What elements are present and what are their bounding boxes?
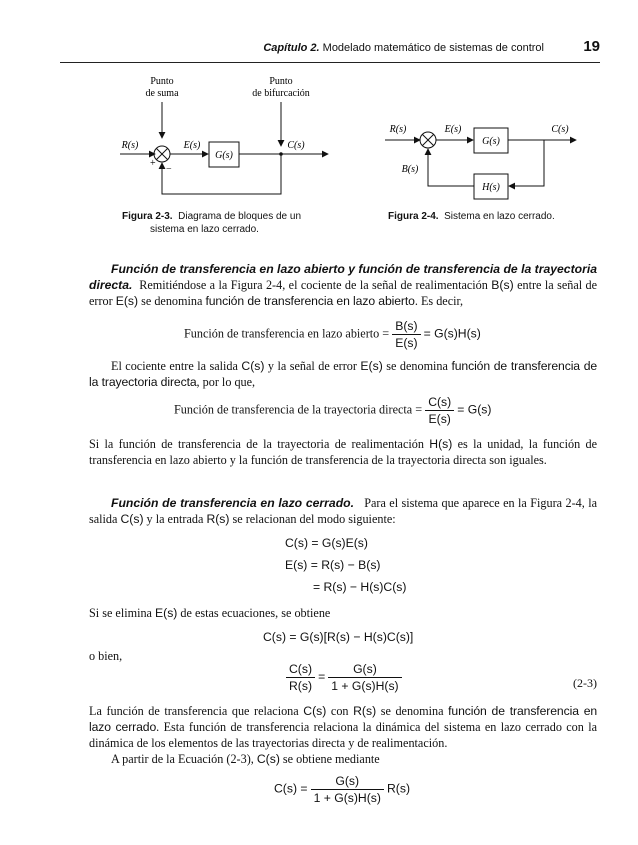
equation-output [274, 774, 410, 805]
text-span: Para el sistema que aparece en la Figura 2-4, la salida [89, 496, 598, 526]
numerator: G(s) [311, 774, 384, 790]
paragraph-from-equation [89, 751, 597, 767]
math-b: B(s) [491, 278, 514, 292]
defined-term: función de transferencia en lazo abierto [205, 294, 415, 308]
equals: = [318, 669, 326, 684]
figure-2-4-caption [388, 210, 588, 223]
math-c: C(s) [120, 512, 144, 526]
text-span: es la unidad, la función de transferencia en lazo abierto y la función de transferencia de la trayectoria directa son iguales. [89, 437, 598, 467]
math-c: C(s) [303, 704, 327, 718]
text-span: El cociente entre la salida [111, 359, 238, 373]
text-span: se denomina [380, 704, 444, 718]
figure-2-4-caption-label: Figura 2-4. [388, 211, 439, 222]
text-span: entre la señal de error [89, 278, 598, 308]
figure-2-4-diagram [380, 118, 580, 206]
chapter-title: Modelado matemático de sistemas de control [322, 42, 544, 54]
plus-sign: + [150, 158, 156, 169]
minus-sign: − [166, 164, 172, 175]
equation-e-cont: = R(s) − H(s)C(s) [313, 580, 407, 594]
fraction [328, 662, 401, 693]
paragraph-forward-path [89, 358, 597, 390]
branch-point-label-2: de bifurcación [252, 88, 310, 99]
g-block-label: G(s) [215, 150, 233, 161]
text-span: . Esta función de transferencia relaciona la dinámica del sistema en lazo cerrado con la dinámica de los elementos de las trayectorias directa y de realimentación. [89, 720, 597, 750]
fraction [311, 774, 384, 805]
figure-2-3-caption-label: Figura 2-3. [122, 211, 173, 222]
denominator: E(s) [428, 412, 451, 426]
text-span: Si la función de transferencia de la trayectoria de realimentación [89, 437, 424, 451]
output-signal-label: C(s) [287, 140, 305, 151]
paragraph-open-loop [89, 261, 597, 309]
numerator: B(s) [392, 319, 420, 335]
math-e: E(s) [360, 359, 383, 373]
eq-right: = G(s)H(s) [423, 326, 481, 341]
paragraph-eliminate [89, 605, 597, 621]
error-signal-label: E(s) [183, 140, 201, 151]
text-span: se obtiene mediante [282, 752, 380, 766]
fraction [286, 662, 315, 693]
eq-right: = G(s) [457, 402, 492, 417]
page-number: 19 [583, 38, 600, 55]
summing-point-label-1: Punto [150, 76, 174, 87]
equation-substituted: C(s) = G(s)[R(s) − H(s)C(s)] [263, 630, 414, 644]
math-e: E(s) [115, 294, 139, 308]
equation-e: E(s) = R(s) − B(s) [285, 558, 381, 572]
figure-2-3-caption-line2: sistema en lazo cerrado. [150, 224, 259, 235]
text-span: Remitiéndose a la Figura 2-4, el cociente de la señal de realimentación [139, 278, 488, 292]
chapter-label: Capítulo 2. [263, 42, 320, 54]
equation-2-3 [286, 662, 402, 693]
numerator: C(s) [425, 395, 454, 411]
feedback-to-sum [428, 149, 474, 186]
math-c: C(s) [256, 752, 280, 766]
g-block-label: G(s) [482, 136, 500, 147]
feedback-to-h [509, 140, 544, 186]
eq-left: C(s) = [274, 781, 308, 796]
error-signal-label: E(s) [444, 124, 462, 135]
paragraph-closed-loop-def [89, 703, 597, 751]
numerator: C(s) [286, 662, 315, 678]
equation-forward-path [174, 395, 491, 426]
denominator: R(s) [289, 679, 313, 693]
text-span: y la entrada [146, 512, 204, 526]
paragraph-closed-loop [89, 495, 597, 527]
text-span: se denomina [141, 294, 203, 308]
page-header [60, 38, 600, 62]
eq-left: Función de transferencia de la trayectoria directa = [174, 402, 423, 417]
branch-point-label-1: Punto [269, 76, 293, 87]
fraction [392, 319, 420, 350]
equation-c: C(s) = G(s)E(s) [285, 536, 368, 550]
text-span: se denomina [386, 359, 448, 373]
figure-2-4-caption-text: Sistema en lazo cerrado. [444, 211, 555, 222]
figure-2-3-caption [122, 210, 342, 236]
text-span: y la señal de error [267, 359, 357, 373]
header-rule [60, 62, 600, 63]
running-head [263, 42, 544, 54]
section-heading-open-loop: Función de transferencia en lazo abierto y función de transferencia de la trayectoria directa. [89, 262, 597, 292]
text-span: o bien, [89, 649, 123, 663]
math-r: R(s) [353, 704, 377, 718]
section-heading-closed-loop: Función de transferencia en lazo cerrado. [111, 496, 354, 510]
figure-2-3-diagram [100, 72, 340, 202]
math-r: R(s) [206, 512, 230, 526]
eq-right: R(s) [386, 781, 410, 796]
numerator: G(s) [328, 662, 401, 678]
denominator: 1 + G(s)H(s) [331, 679, 399, 693]
summing-point-label-2: de suma [145, 88, 179, 99]
text-span: Si se elimina [89, 606, 152, 620]
text-span: con [330, 704, 349, 718]
defined-term: función de transferencia en lazo cerrado [89, 704, 598, 734]
equation-open-loop [184, 319, 481, 350]
math-h: H(s) [429, 437, 453, 451]
input-signal-label: R(s) [389, 124, 407, 135]
denominator: 1 + G(s)H(s) [313, 791, 381, 805]
figure-2-3-caption-line1: Diagrama de bloques de un [178, 211, 302, 222]
text-span: se relacionan del modo siguiente: [232, 512, 396, 526]
text-span: A partir de la Ecuación (2-3), [111, 752, 254, 766]
output-signal-label: C(s) [551, 124, 569, 135]
eq-left: Función de transferencia en lazo abierto = [184, 326, 390, 341]
equation-number: (2-3) [573, 676, 597, 690]
defined-term: función de transferencia de la trayectoria directa [89, 359, 598, 389]
feedback-signal-label: B(s) [401, 164, 419, 175]
math-c: C(s) [241, 359, 265, 373]
denominator: E(s) [395, 336, 418, 350]
math-e: E(s) [155, 606, 178, 620]
text-span: La función de transferencia que relaciona [89, 704, 299, 718]
paragraph-unity-feedback [89, 436, 597, 468]
input-signal-label: R(s) [121, 140, 139, 151]
h-block-label: H(s) [482, 182, 500, 193]
fraction [425, 395, 454, 426]
text-span: . Es decir, [414, 294, 464, 308]
text-span: , por lo que, [196, 375, 256, 389]
text-span: de estas ecuaciones, se obtiene [180, 606, 331, 620]
